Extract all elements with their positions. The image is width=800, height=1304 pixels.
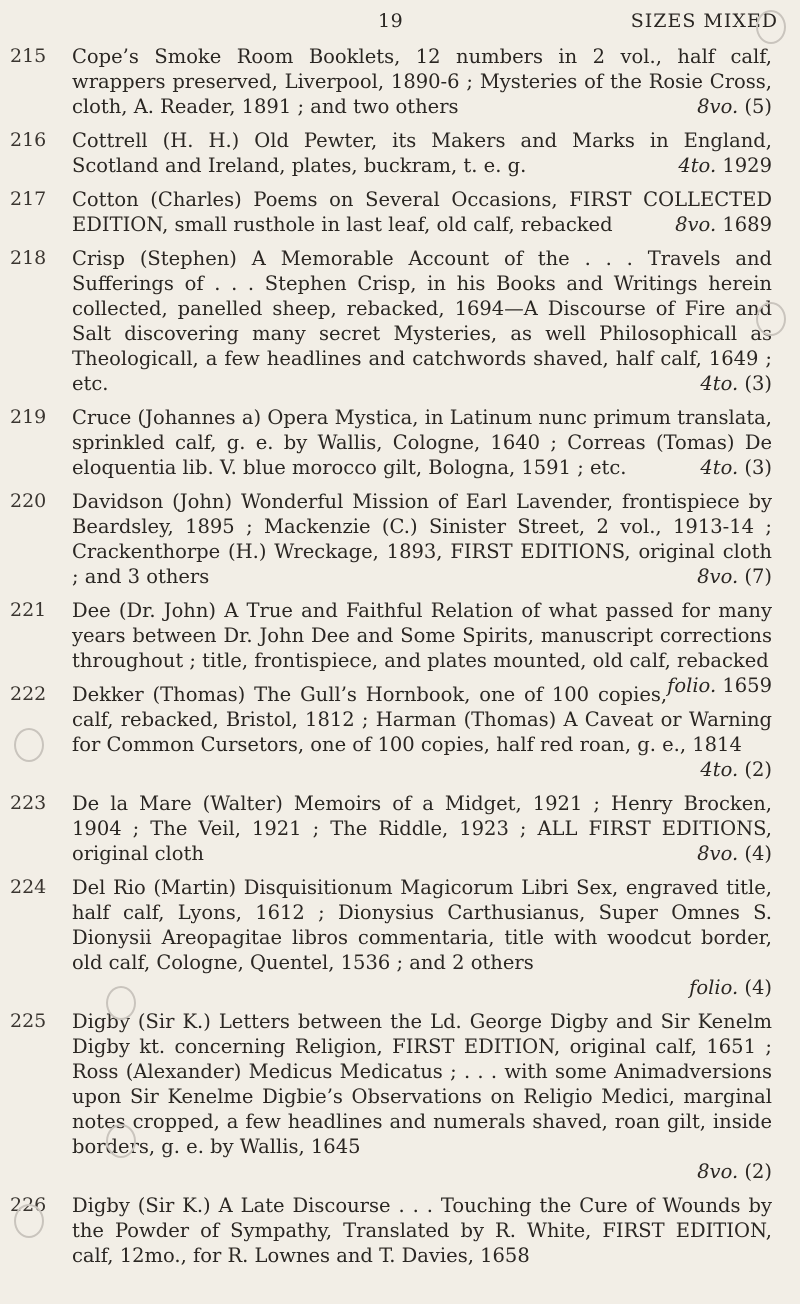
- margin-ring-mark: [106, 986, 136, 1020]
- lot-number: 225: [10, 1010, 47, 1032]
- lot-number: 221: [10, 599, 47, 621]
- lot-number: 226: [10, 1194, 47, 1216]
- lot-number: 218: [10, 247, 47, 269]
- lot-number: 220: [10, 490, 47, 512]
- lot-format: 8vo. (2): [697, 1160, 772, 1183]
- lot-format: 8vo. 1689: [675, 213, 772, 236]
- lot-description: Davidson (John) Wonderful Mission of Earl Lavender, frontispiece by Beardsley, 1895 ; Mackenzie (C.) Sinister Street, 2 vol., 1913-14 ; Crackenthorpe (H.) Wreckage, 1893, FIRST EDITIONS, original cloth ; and 3 others 8vo. (7): [72, 490, 772, 588]
- lot-number: 223: [10, 792, 47, 814]
- margin-ring-mark: [14, 1204, 44, 1238]
- lot-number: 222: [10, 683, 47, 705]
- lot-description: Cottrell (H. H.) Old Pewter, its Makers and Marks in England, Scotland and Ireland, plates, buckram, t. e. g. 4to. 1929: [72, 129, 772, 177]
- lot-entry: [0, 128, 800, 178]
- margin-ring-mark: [106, 1124, 136, 1158]
- lot-entry: [0, 682, 800, 782]
- lot-number: 224: [10, 876, 47, 898]
- lot-description: Digby (Sir K.) Letters between the Ld. George Digby and Sir Kenelm Digby kt. concerning Religion, FIRST EDITION, original calf, 1651 ; Ross (Alexander) Medicus Medicatus ; . . . with some Animadversions upon Sir Kenelme Digbie’s Observations on Religio Medici, marginal notes cropped, a few headlines and numerals shaved, roan gilt, inside borders, g. e. by Wallis, 1645 8vo. (2): [72, 1010, 772, 1183]
- lot-entry: [0, 489, 800, 589]
- lot-description: Dekker (Thomas) The Gull’s Hornbook, one of 100 copies, calf, rebacked, Bristol, 1812 ; Harman (Thomas) A Caveat or Warning for Common Cursetors, one of 100 copies, half red roan, g. e., 1814 4to. (2): [72, 683, 772, 781]
- lot-format: 4to. (3): [700, 372, 772, 395]
- lot-number: 217: [10, 188, 47, 210]
- lot-description: Dee (Dr. John) A True and Faithful Relation of what passed for many years between Dr. John Dee and Some Spirits, manuscript corrections throughout ; title, frontispiece, and plates mounted, old calf, rebacked folio. 1659: [72, 599, 772, 697]
- margin-ring-mark: [756, 302, 786, 336]
- lot-format: 8vo. (7): [697, 565, 772, 588]
- lot-format: folio. (4): [689, 976, 772, 999]
- lot-description: De la Mare (Walter) Memoirs of a Midget, 1921 ; Henry Brocken, 1904 ; The Veil, 1921 ; The Riddle, 1923 ; ALL FIRST EDITIONS, original cloth 8vo. (4): [72, 792, 772, 865]
- lot-description: Cruce (Johannes a) Opera Mystica, in Latinum nunc primum translata, sprinkled calf, g. e. by Wallis, Cologne, 1640 ; Correas (Tomas) De eloquentia lib. V. blue morocco gilt, Bologna, 1591 ; etc. 4to. (3): [72, 406, 772, 479]
- lot-description: Cotton (Charles) Poems on Several Occasions, FIRST COLLECTED EDITION, small rusthole in last leaf, old calf, rebacked 8vo. 1689: [72, 188, 772, 236]
- lot-entry: [0, 1193, 800, 1268]
- lot-number: 215: [10, 45, 47, 67]
- lot-number: 216: [10, 129, 47, 151]
- lot-entry: [0, 44, 800, 119]
- section-heading: SIZES MIXED: [630, 10, 778, 32]
- lot-description: Del Rio (Martin) Disquisitionum Magicorum Libri Sex, engraved title, half calf, Lyons, 1612 ; Dionysius Carthusianus, Super Omnes S. Dionysii Areopagitae libros commentaria, title with woodcut border, old calf, Cologne, Quentel, 1536 ; and 2 others folio. (4): [72, 876, 772, 999]
- lot-entry: [0, 246, 800, 396]
- lot-format: 4to. (3): [700, 456, 772, 479]
- lot-entry: [0, 791, 800, 866]
- lot-number: 219: [10, 406, 47, 428]
- lot-description: Digby (Sir K.) A Late Discourse . . . Touching the Cure of Wounds by the Powder of Sympathy, Translated by R. White, FIRST EDITION, calf, 12mo., for R. Lownes and T. Davies, 1658: [72, 1194, 772, 1267]
- lot-entry: [0, 875, 800, 1000]
- lot-list: [0, 44, 800, 1277]
- lot-entry: [0, 187, 800, 237]
- lot-format: 4to. (2): [700, 758, 772, 781]
- margin-ring-mark: [14, 728, 44, 762]
- page-number: 19: [378, 10, 404, 32]
- running-head: [0, 10, 800, 36]
- lot-format: 4to. 1929: [678, 154, 772, 177]
- margin-ring-mark: [756, 10, 786, 44]
- lot-description: Cope’s Smoke Room Booklets, 12 numbers in 2 vol., half calf, wrappers preserved, Liverpool, 1890-6 ; Mysteries of the Rosie Cross, cloth, A. Reader, 1891 ; and two others 8vo. (5): [72, 45, 772, 118]
- lot-description: Crisp (Stephen) A Memorable Account of the . . . Travels and Sufferings of . . . Stephen Crisp, in his Books and Writings herein collected, panelled sheep, rebacked, 1694—A Discourse of Fire and Salt discovering many secret Mysteries, as well Philosophicall as Theologicall, a few headlines and catchwords shaved, half calf, 1649 ; etc. 4to. (3): [72, 247, 772, 395]
- lot-entry: [0, 405, 800, 480]
- lot-format: 8vo. (4): [697, 842, 772, 865]
- lot-format: 8vo. (5): [697, 95, 772, 118]
- lot-format: folio. 1659: [667, 674, 772, 697]
